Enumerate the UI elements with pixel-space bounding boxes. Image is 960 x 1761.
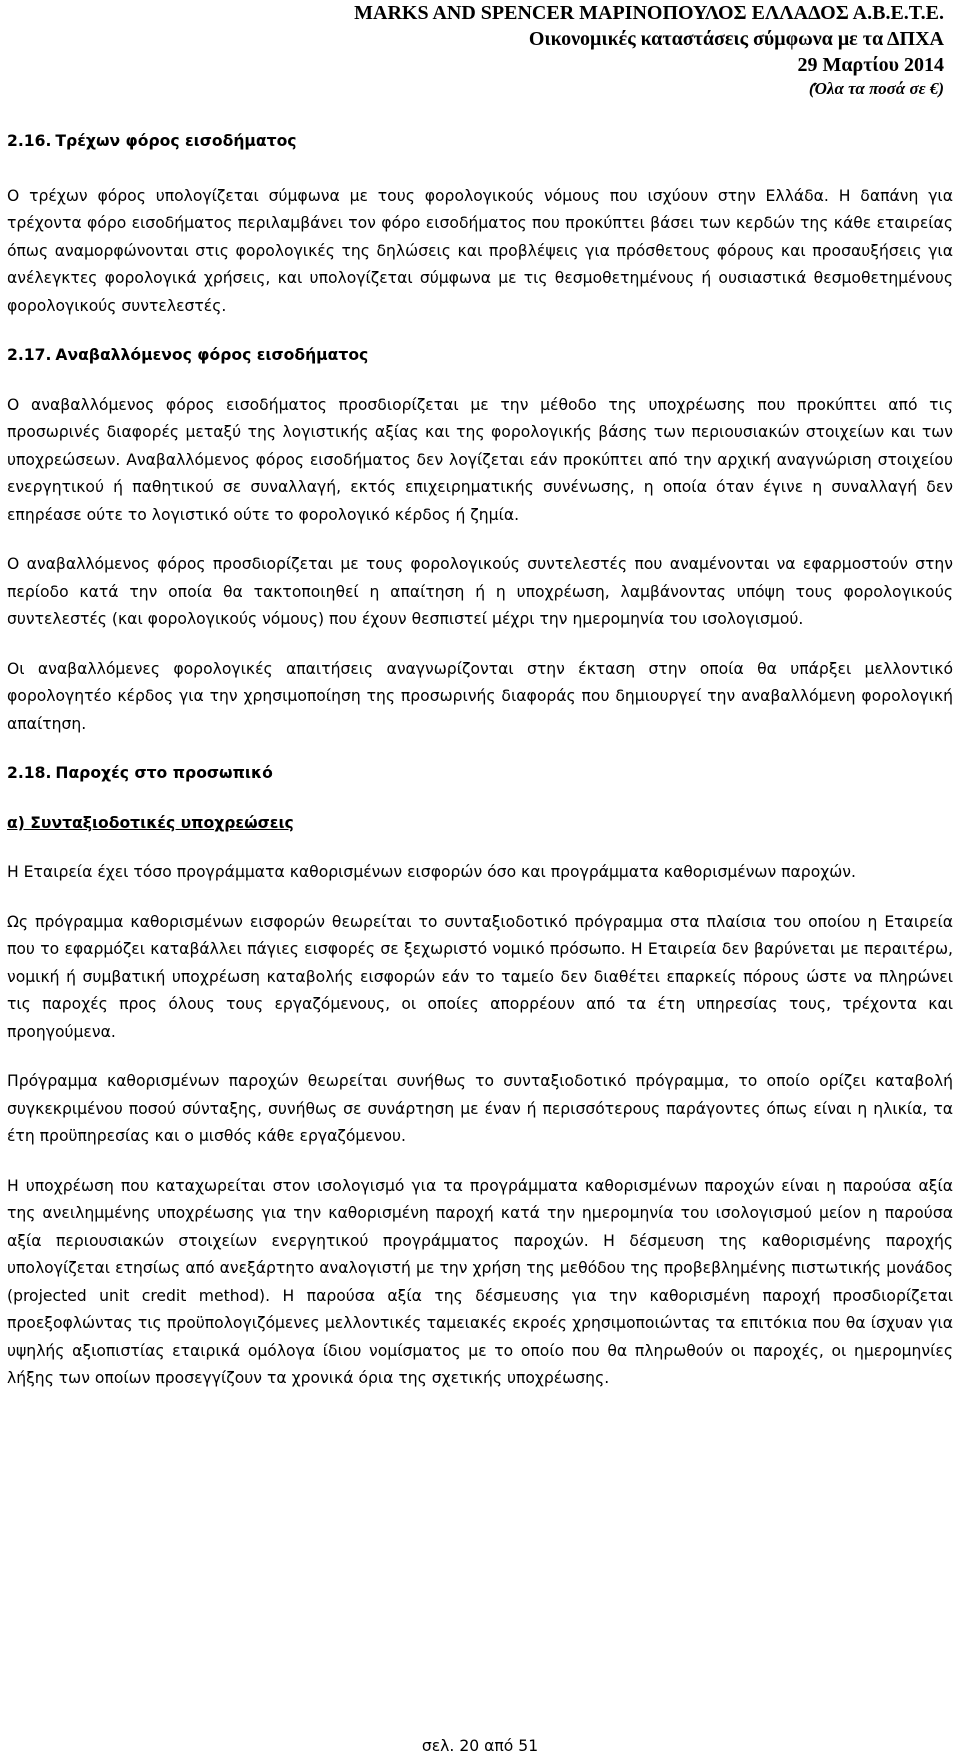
section-title: Αναβαλλόμενος φόρος εισοδήματος	[55, 346, 369, 364]
subsection-heading: α) Συνταξιοδοτικές υποχρεώσεις	[7, 813, 294, 832]
document-body	[7, 128, 953, 1393]
paragraph: Οι αναβαλλόμενες φορολογικές απαιτήσεις αναγνωρίζονται στην έκταση στην οποία θα υπάρξει μελλοντικό φορολογητέο κέρδος για την χρησιμοποίηση της προσωρινής διαφοράς που δημιουργεί την αναβαλλόμενη φορολογική απαίτηση.	[7, 659, 953, 733]
statements-date: 29 Μαρτίου 2014	[797, 54, 944, 76]
paragraph: Η υποχρέωση που καταχωρείται στον ισολογισμό για τα προγράμματα καθορισμένων παροχών είναι η παρούσα αξία της ανειλημμένης υποχρέωσης για την καθορισμένη παροχή κατά την ημερομηνία του ισολογισμού μείον η παρούσα αξία περιουσιακών στοιχείων ενεργητικού προγράμματος παροχών. Η δέσμευση της καθορισμένης παροχής υπολογίζεται ετησίως από ανεξάρτητο αναλογιστή με την χρήση της μεθόδου της προβεβλημένης πιστωτικής μονάδος (projected unit credit method). Η παρούσα αξία της δέσμευσης για την καθορισμένη παροχή προσδιορίζεται προεξοφλώντας τις προϋπολογιζόμενες μελλοντικές ταμειακές εκροές χρησιμοποιώντας τα επιτόκια που θα ίσχυαν για υψηλής αξιοπιστίας εταιρικά ομόλογα ίδιου νομίσματος με το οποίο που θα πληρωθούν οι παροχές, οι ημερομηνίες λήξης των οποίων προσεγγίζουν τα χρονικά όρια της σχετικής υποχρέωσης.	[7, 1176, 953, 1387]
paragraph: Πρόγραμμα καθορισμένων παροχών θεωρείται συνήθως το συνταξιοδοτικό πρόγραμμα, το οποίο ορίζει καταβολή συγκεκριμένου ποσού σύνταξης, συνήθως σε συνάρτηση με έναν ή περισσότερους παράγοντες όπως είναι η ηλικία, τα έτη προϋπηρεσίας και ο μισθός κάθε εργαζόμενου.	[7, 1072, 953, 1145]
section-title: Παροχές στο προσωπικό	[55, 764, 273, 782]
section-number: 2.18.	[7, 764, 52, 782]
statements-title: Οικονομικές καταστάσεις σύμφωνα με τα ΔΠΧΑ	[528, 28, 944, 50]
page-header	[354, 0, 944, 100]
currency-note: (Όλα τα ποσά σε €)	[808, 79, 944, 98]
section-heading-2-18	[7, 760, 953, 788]
page-number: σελ. 20 από 51	[421, 1737, 539, 1755]
section-heading-2-17	[7, 342, 953, 370]
paragraph: Ο τρέχων φόρος υπολογίζεται σύμφωνα με τους φορολογικούς νόμους που ισχύουν στην Ελλάδα. Η δαπάνη για τρέχοντα φόρο εισοδήματος περιλαμβάνει τον φόρο εισοδήματος που προκύπτει βάσει των κερδών της κάθε εταιρείας όπως αναμορφώνονται στις φορολογικές της δηλώσεις και προβλέψεις για πρόσθετους φόρους και προσαυξήσεις για ανέλεγκτες φορολογικά χρήσεις, και υπολογίζεται σύμφωνα με τις θεσμοθετημένους ή ουσιαστικά θεσμοθετημένους φορολογικούς συντελεστές.	[7, 186, 953, 315]
section-number: 2.16.	[7, 132, 52, 150]
paragraph: Ο αναβαλλόμενος φόρος εισοδήματος προσδιορίζεται με την μέθοδο της υποχρέωσης που προκύπτει από τις προσωρινές διαφορές μεταξύ της λογιστικής αξίας και της φορολογικής βάσης των περιουσιακών στοιχείων και των υποχρεώσεων. Αναβαλλόμενος φόρος εισοδήματος δεν λογίζεται εάν προκύπτει από την αρχική αναγνώριση στοιχείου ενεργητικού ή παθητικού σε συναλλαγή, εκτός επιχειρηματικής συνένωσης, η οποία όταν έγινε η συναλλαγή δεν επηρέασε ούτε το λογιστικό ούτε το φορολογικό κέρδος ή ζημία.	[7, 395, 953, 524]
section-heading-2-16	[7, 128, 953, 156]
paragraph: Ο αναβαλλόμενος φόρος προσδιορίζεται με τους φορολογικούς συντελεστές που αναμένονται να εφαρμοστούν στην περίοδο κατά την οποία θα τακτοποιηθεί η απαίτηση ή η υποχρέωση, λαμβάνοντας υπόψη τους φορολογικούς συντελεστές (και φορολογικούς νόμους) που έχουν θεσπιστεί μέχρι την ημερομηνία του ισολογισμού.	[7, 555, 953, 628]
section-number: 2.17.	[7, 346, 52, 364]
paragraph: Η Εταιρεία έχει τόσο προγράμματα καθορισμένων εισφορών όσο και προγράμματα καθορισμένων παροχών.	[7, 863, 856, 881]
company-name: MARKS AND SPENCER ΜΑΡΙΝΟΠΟΥΛΟΣ ΕΛΛΑΔΟΣ Α.Β.Ε.Τ.Ε.	[354, 2, 944, 24]
paragraph: Ως πρόγραμμα καθορισμένων εισφορών θεωρείται το συνταξιοδοτικό πρόγραμμα στα πλαίσια του οποίου η Εταιρεία που το εφαρμόζει καταβάλλει πάγιες εισφορές σε ξεχωριστό νομικό πρόσωπο. Η Εταιρεία δεν βαρύνεται με περαιτέρω, νομική ή συμβατική υποχρέωση καταβολής εισφορών εάν το ταμείο δεν διαθέτει επαρκείς πόρους ώστε να πληρώνει τις παροχές προς όλους τους εργαζόμενους, οι οποίες απορρέουν από τα έτη υπηρεσίας τους, τρέχοντα και προηγούμενα.	[7, 912, 953, 1041]
section-title: Τρέχων φόρος εισοδήματος	[55, 132, 297, 150]
